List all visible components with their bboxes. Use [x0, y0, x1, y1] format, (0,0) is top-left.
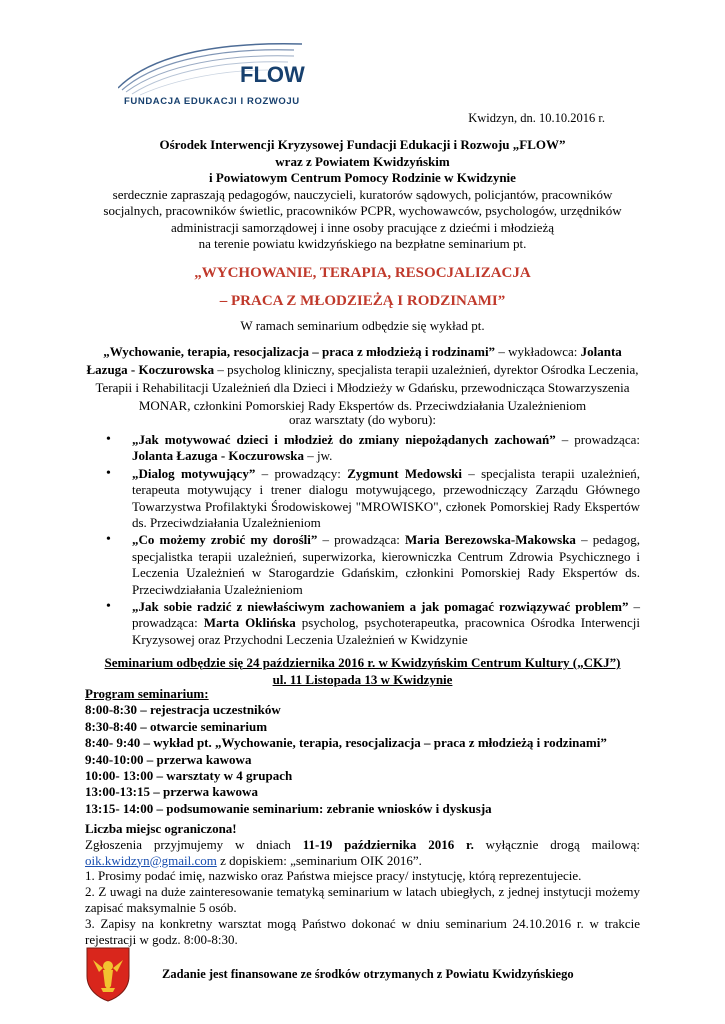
registration-text: wyłącznie drogą mailową:	[473, 836, 641, 852]
program-schedule	[85, 686, 607, 817]
audience-line: na terenie powiatu kwidzyńskiego na bezpłatne seminarium pt.	[198, 236, 527, 251]
email-link[interactable]: oik.kwidzyn@gmail.com	[85, 852, 217, 868]
flow-logo	[118, 40, 308, 112]
workshop-title: „Jak motywować dzieci i młodzież do zmiany niepożądanych zachowań”	[132, 432, 556, 447]
registration-info	[85, 821, 640, 947]
workshop-desc: – specjalista terapii uzależnień, terapeuta motywujący i trener dialogu motywującego, przewodniczący Zarządu Głównego Towarzystwa Profilaktyki Środowiskowej "MROWISKO", członek Pomorskiej Rady Ekspertów ds. Przeciwdziałania Uzależnieniom	[132, 465, 640, 531]
workshop-lead: Zygmunt Medowski	[347, 465, 462, 481]
workshop-role: – prowadząca:	[132, 599, 640, 631]
workshop-lead: Marta Oklińska	[203, 615, 296, 631]
workshop-title: „Jak sobie radzić z niewłaściwym zachowaniem a jak pomagać rozwiązywać problem”	[132, 599, 629, 615]
audience-line: socjalnych, pracowników świetlic, pracowników PCPR, wychowawców, psychologów, urzędników	[103, 203, 622, 218]
lecture-intro: W ramach seminarium odbędzie się wykład pt.	[240, 318, 485, 333]
lecture-speaker: Jolanta Łazuga - Koczurowska	[86, 344, 622, 377]
workshop-title: „Co możemy zrobić my dorośli”	[132, 532, 318, 548]
note-3: 3. Zapisy na konkretny warsztat mogą Państwo dokonać w dniu seminarium 24.10.2016 r. w trakcie rejestracji w godz. 8:00-8:30.	[85, 915, 640, 947]
note-2: 2. Z uwagi na duże zainteresowanie tematyką seminarium w latach ubiegłych, z jednej instytucji możemy zapisać maksymalnie 5 osób.	[85, 884, 640, 915]
coat-of-arms-icon	[85, 946, 131, 1002]
list-item	[100, 599, 640, 648]
workshops-intro: oraz warsztaty (do wyboru):	[289, 412, 436, 427]
list-item	[100, 532, 640, 598]
program-heading: Program seminarium:	[85, 686, 209, 701]
audience-line: administracji samorządowej i inne osoby pracujące z dziećmi i młodzieżą	[171, 219, 554, 235]
list-item	[100, 432, 640, 465]
venue-line: Seminarium odbędzie się 24 października 2016 r. w Kwidzyńskim Centrum Kultury („CKJ”)	[104, 655, 621, 670]
list-item	[100, 466, 640, 532]
workshop-role: – prowadzący:	[255, 465, 348, 481]
registration-paragraph	[85, 837, 640, 869]
flow-swoosh-icon	[118, 40, 308, 96]
organizer-line: i Powiatowym Centrum Pomocy Rodzinie w Kwidzynie	[209, 170, 516, 185]
seminar-title-line2: – PRACA Z MŁODZIEŻĄ I RODZINAMI”	[219, 293, 506, 309]
workshop-desc: – pedagog, specjalistka terapii uzależnień, superwizorka, kierowniczka Centrum Zdrowia Psychicznego i Leczenia Uzależnień w Starogardzie Gdańskim, członkini Pomorskiej Rady Ekspertów ds. Przeciwdziałania Uzależnieniom	[132, 532, 640, 597]
workshop-desc: psycholog, psychoterapeutka, pracownica Ośrodka Interwencji Kryzysowej oraz Przychodni Leczenia Uzależnień w Kwidzynie	[132, 615, 640, 647]
document-date: Kwidzyn, dn. 10.10.2016 r.	[468, 111, 605, 125]
program-item: 8:30-8:40 – otwarcie seminarium	[85, 718, 268, 734]
registration-text: z dopiskiem: „seminarium OIK 2016”.	[216, 852, 422, 868]
program-item: 10:00- 13:00 – warsztaty w 4 grupach	[85, 768, 293, 784]
invitation-intro	[85, 137, 640, 253]
workshop-lead: Jolanta Łazuga - Koczurowska	[132, 448, 305, 464]
lecture-speaker-bio: – psycholog kliniczny, specjalista terapii uzależnień, dyrektor Ośrodka Leczenia, Terapii i Rehabilitacji Uzależnień dla Dzieci i Młodzieży w Gdańsku, przewodnicząca Stowarzyszenia MONAR, członkini Pomorskiej Rady Ekspertów ds. Przeciwdziałania Uzależnieniom	[95, 362, 639, 413]
lecture-title: „Wychowanie, terapia, resocjalizacja – praca z młodzieżą i rodzinami”	[103, 344, 496, 359]
workshop-title: „Dialog motywujący”	[132, 465, 256, 481]
funding-note: Zadanie jest finansowane ze środków otrzymanych z Powiatu Kwidzyńskiego	[162, 967, 574, 981]
seminar-title-line1: „WYCHOWANIE, TERAPIA, RESOCJALIZACJA	[194, 265, 531, 281]
logo-brand: FLOW	[240, 62, 305, 87]
workshop-desc: – jw.	[304, 448, 333, 464]
logo-subtitle: FUNDACJA EDUKACJI I ROZWOJU	[124, 96, 300, 107]
audience-line: serdecznie zapraszają pedagogów, nauczycieli, kuratorów sądowych, policjantów, pracowników	[112, 186, 613, 202]
lecture-role: – wykładowca:	[495, 344, 581, 359]
lecture-description	[85, 343, 640, 415]
registration-dates: 11-19 października 2016 r.	[302, 836, 474, 852]
note-1: 1. Prosimy podać imię, nazwisko oraz Państwa miejsce pracy/ instytucję, którą reprezentujecie.	[85, 868, 582, 884]
limit-heading: Liczba miejsc ograniczona!	[85, 821, 237, 836]
workshop-list	[100, 432, 640, 649]
organizer-line: wraz z Powiatem Kwidzyńskim	[275, 153, 450, 169]
workshop-role: – prowadząca:	[317, 532, 405, 548]
program-item: 9:40-10:00 – przerwa kawowa	[85, 751, 252, 767]
organizer-line: Ośrodek Interwencji Kryzysowej Fundacji Edukacji i Rozwoju „FLOW”	[159, 137, 566, 152]
program-item: 8:40- 9:40 – wykład pt. „Wychowanie, terapia, resocjalizacja – praca z młodzieżą i rodzinami”	[85, 735, 607, 751]
program-item: 13:15- 14:00 – podsumowanie seminarium: zebranie wniosków i dyskusja	[85, 800, 492, 816]
program-item: 8:00-8:30 – rejestracja uczestników	[85, 702, 281, 718]
workshop-lead: Maria Berezowska-Makowska	[404, 532, 576, 548]
venue-info	[85, 654, 640, 688]
venue-address: ul. 11 Listopada 13 w Kwidzynie	[272, 672, 453, 687]
workshop-role: – prowadząca:	[555, 432, 640, 447]
registration-text: Zgłoszenia przyjmujemy w dniach	[85, 836, 303, 852]
program-item: 13:00-13:15 – przerwa kawowa	[85, 784, 258, 800]
